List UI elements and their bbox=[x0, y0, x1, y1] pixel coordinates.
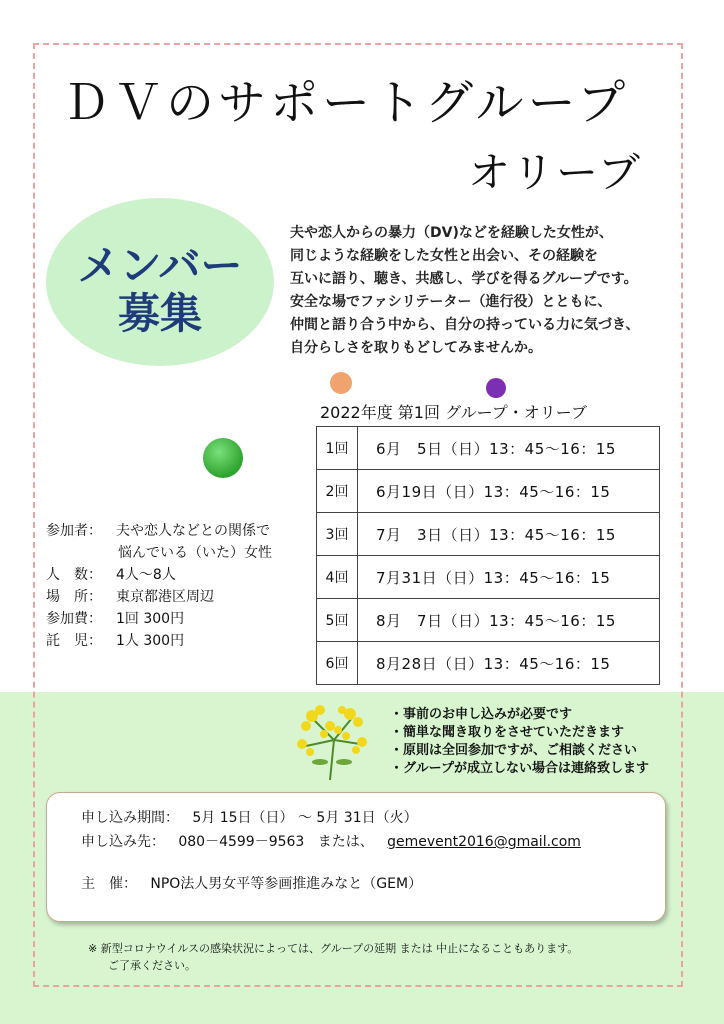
session-datetime: 8月28日（日）13：45〜16：15 bbox=[358, 642, 660, 685]
session-datetime: 8月 7日（日）13：45〜16：15 bbox=[358, 599, 660, 642]
participants-label: 参加者： bbox=[46, 523, 102, 539]
table-row bbox=[317, 599, 660, 642]
notes-list bbox=[390, 706, 649, 778]
intro-line: 自分らしさを取りもどしてみませんか。 bbox=[290, 340, 542, 356]
table-row bbox=[317, 513, 660, 556]
green-dot-decoration bbox=[203, 438, 243, 478]
capacity-value: 4人〜8人 bbox=[116, 567, 176, 583]
event-info bbox=[46, 520, 272, 652]
apply-label: 申し込み先： bbox=[81, 834, 165, 850]
table-row bbox=[317, 556, 660, 599]
place-label: 場 所： bbox=[46, 589, 102, 605]
participants-value-cont: 悩んでいる（いた）女性 bbox=[118, 545, 272, 561]
place-value: 東京都港区周辺 bbox=[116, 589, 214, 605]
session-number: 6回 bbox=[317, 642, 358, 685]
participants-value: 夫や恋人などとの関係で bbox=[116, 523, 270, 539]
capacity-label: 人 数： bbox=[46, 567, 102, 583]
schedule-title: 2022年度 第1回 グループ・オリーブ bbox=[320, 403, 587, 422]
table-row bbox=[317, 642, 660, 685]
recruit-badge bbox=[46, 198, 274, 366]
session-number: 2回 bbox=[317, 470, 358, 513]
intro-text bbox=[290, 222, 682, 360]
list-item: ・ グループが成立しない場合は連絡致します bbox=[390, 760, 649, 778]
session-number: 5回 bbox=[317, 599, 358, 642]
page-title: ＤＶのサポートグループ bbox=[62, 75, 630, 131]
orange-dot-decoration bbox=[330, 372, 352, 394]
badge-line-1: メンバー bbox=[77, 241, 243, 290]
list-item: ・ 事前のお申し込みが必要です bbox=[390, 706, 649, 724]
organizer-value: NPO法人男女平等参画推進みなと（GEM） bbox=[150, 876, 423, 892]
period-label: 申し込み期間： bbox=[81, 810, 179, 826]
schedule-table bbox=[316, 426, 660, 685]
purple-dot-decoration bbox=[486, 378, 506, 398]
childcare-label: 託 児： bbox=[46, 633, 102, 649]
badge-line-2: 募集 bbox=[117, 289, 202, 338]
session-number: 3回 bbox=[317, 513, 358, 556]
mimosa-flower-illustration bbox=[290, 700, 374, 784]
footnote bbox=[88, 940, 578, 974]
organizer-label: 主 催： bbox=[81, 876, 137, 892]
childcare-value: 1人 300円 bbox=[116, 633, 185, 649]
footnote-line: ※ 新型コロナウイルスの感染状況によっては、グループの延期 または 中止になることもあります。 bbox=[88, 942, 579, 955]
session-datetime: 6月 5日（日）13：45〜16：15 bbox=[358, 427, 660, 470]
period-value: 5月 15日（日） 〜 5月 31日（火） bbox=[192, 810, 418, 826]
intro-line: 同じような経験をした女性と出会い、その経験を bbox=[290, 248, 598, 264]
table-row bbox=[317, 470, 660, 513]
fee-value: 1回 300円 bbox=[116, 611, 185, 627]
phone-number: 080－4599－9563 bbox=[178, 834, 305, 850]
session-datetime: 7月31日（日）13：45〜16：15 bbox=[358, 556, 660, 599]
table-row bbox=[317, 427, 660, 470]
or-text: または、 bbox=[317, 834, 374, 850]
session-number: 4回 bbox=[317, 556, 358, 599]
intro-line: 夫や恋人からの暴力（DV)などを経験した女性が、 bbox=[290, 225, 613, 241]
email-link[interactable]: gemevent2016@gmail.com bbox=[387, 834, 581, 850]
footnote-line: ご了承ください。 bbox=[108, 959, 196, 972]
page-subtitle: オリーブ bbox=[468, 148, 642, 197]
list-item: ・ 簡単な聞き取りをさせていただきます bbox=[390, 724, 649, 742]
fee-label: 参加費： bbox=[46, 611, 102, 627]
list-item: ・ 原則は全回参加ですが、ご相談ください bbox=[390, 742, 649, 760]
session-datetime: 7月 3日（日）13：45〜16：15 bbox=[358, 513, 660, 556]
intro-line: 互いに語り、聴き、共感し、学びを得るグループです。 bbox=[290, 271, 638, 287]
intro-line: 安全な場でファシリテーター（進行役）とともに、 bbox=[290, 294, 612, 310]
session-datetime: 6月19日（日）13：45〜16：15 bbox=[358, 470, 660, 513]
contact-box bbox=[46, 792, 666, 922]
intro-line: 仲間と語り合う中から、自分の持っている力に気づき、 bbox=[290, 317, 640, 333]
session-number: 1回 bbox=[317, 427, 358, 470]
